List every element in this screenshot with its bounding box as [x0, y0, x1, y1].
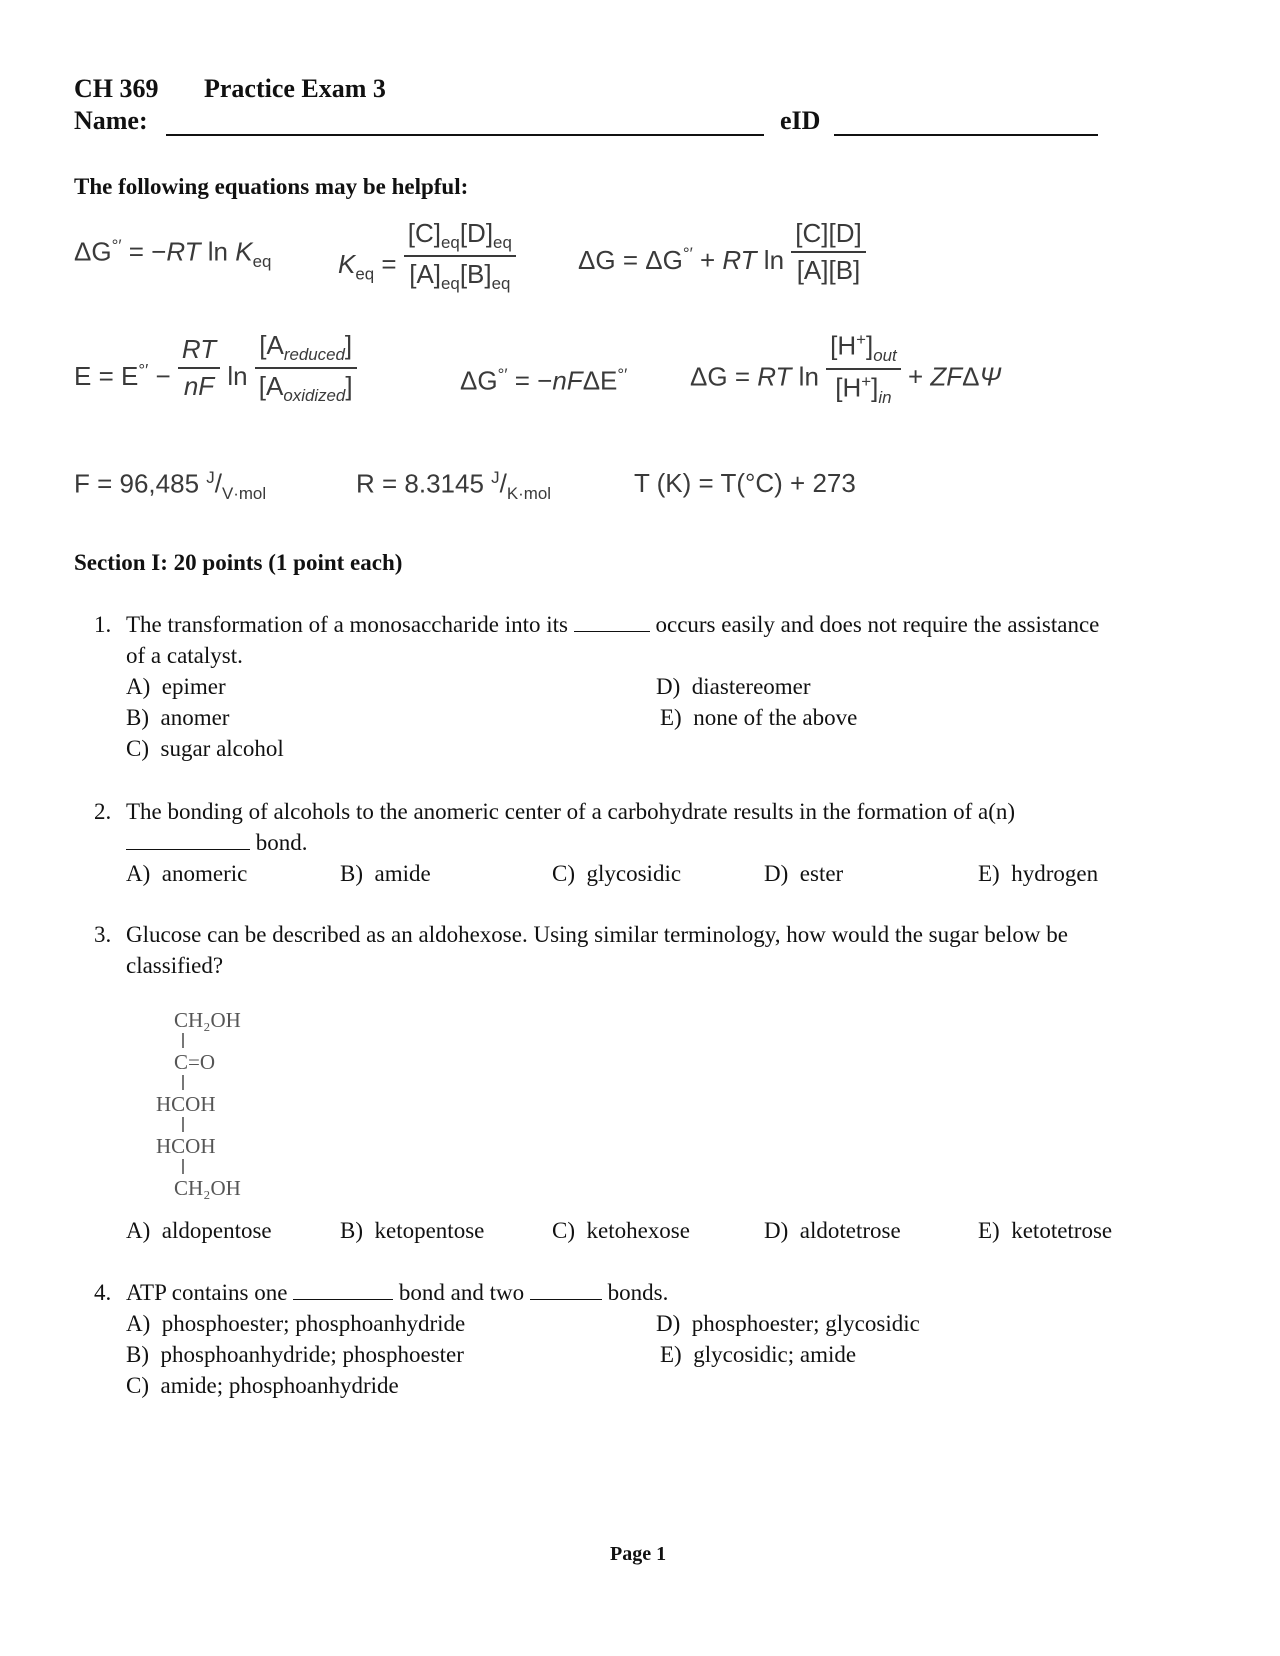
question-3-text: Glucose can be described as an aldohexose. Using similar terminology, how would the sugar below be [126, 922, 1068, 947]
option-d[interactable]: D) ester [764, 861, 844, 886]
question-2-text: The bonding of alcohols to the anomeric center of a carbohydrate results in the formation of a(n) [126, 799, 1016, 824]
page-number: Page 1 [610, 1543, 667, 1565]
option-a[interactable]: A) aldopentose [126, 1218, 272, 1243]
eid-field[interactable] [834, 134, 1098, 136]
question-number: 3. [94, 922, 112, 947]
eid-label: eID [780, 106, 821, 135]
exam-title: Practice Exam 3 [204, 74, 386, 103]
question-1-text-cont: of a catalyst. [126, 643, 243, 668]
question-number: 1. [94, 612, 112, 637]
option-e[interactable]: E) none of the above [660, 705, 858, 730]
option-c[interactable]: C) ketohexose [552, 1218, 690, 1243]
option-b[interactable]: B) anomer [126, 705, 230, 730]
equation-delta-g-actual: ΔG = ΔG°′ + RT ln $\frac{[C][D]}{[A][B]}$ [578, 238, 866, 286]
equation-delta-g-transport: ΔG = RT ln $\frac{[H^+]_{out}}{[H^+]_{in}}$ + ZFΔΨ [690, 330, 1002, 407]
equation-keq: $K_{eq}$ = $\frac{[C]_{eq}[D]_{eq}}{[A]_{eq}[B]_{eq}}$ [338, 238, 516, 294]
question-number: 4. [94, 1280, 112, 1305]
temperature-conversion: T (K) = T(°C) + 273 [634, 468, 856, 498]
option-d[interactable]: D) diastereomer [656, 674, 811, 699]
structure-carbonyl: C=O [174, 1050, 216, 1074]
equation-delta-g-nfe: ΔG°′ = −nFΔE°′ [460, 365, 628, 396]
option-e[interactable]: E) ketotetrose [978, 1218, 1113, 1243]
option-b[interactable]: B) phosphoanhydride; phosphoester [126, 1342, 464, 1367]
question-1-text: The transformation of a monosaccharide into its occurs easily and does not require the assistance [126, 612, 1100, 637]
equations-intro: The following equations may be helpful: [74, 174, 469, 199]
constant-gas: R = 8.3145 $^J/_{K\cdot mol}$ [356, 468, 551, 503]
name-label: Name: [74, 106, 148, 135]
structure-top-group: CH₂OH [174, 1008, 241, 1032]
equation-nernst: E = E°′ − $\frac{RT}{nF}$ ln $\frac{[A_{reduced}]}{[A_{oxidized}]}$ [74, 350, 357, 406]
question-4-text: ATP contains one bond and two bonds. [126, 1280, 669, 1305]
option-c[interactable]: C) amide; phosphoanhydride [126, 1373, 399, 1398]
option-e[interactable]: E) glycosidic; amide [660, 1342, 857, 1367]
equation-delta-g-keq: ΔG°′ = −RT $\ln K_{eq}$ [74, 236, 272, 271]
structure-hcoh-1: HCOH [156, 1092, 216, 1116]
option-a[interactable]: A) anomeric [126, 861, 248, 886]
option-a[interactable]: A) phosphoester; phosphoanhydride [126, 1311, 466, 1336]
constant-faraday: F = 96,485 $^J/_{V\cdot mol}$ [74, 468, 267, 503]
option-a[interactable]: A) epimer [126, 674, 226, 699]
option-d[interactable]: D) phosphoester; glycosidic [656, 1311, 920, 1336]
structure-bottom-group: CH₂OH [174, 1176, 241, 1200]
name-field[interactable] [166, 134, 764, 136]
option-c[interactable]: C) glycosidic [552, 861, 682, 886]
option-e[interactable]: E) hydrogen [978, 861, 1099, 886]
option-d[interactable]: D) aldotetrose [764, 1218, 901, 1243]
question-3-text-cont: classified? [126, 953, 224, 978]
section-title: Section I: 20 points (1 point each) [74, 550, 403, 575]
option-b[interactable]: B) ketopentose [340, 1218, 485, 1243]
question-2-text-cont: bond. [126, 830, 308, 856]
option-c[interactable]: C) sugar alcohol [126, 736, 284, 761]
structure-hcoh-2: HCOH [156, 1134, 216, 1158]
option-b[interactable]: B) amide [340, 861, 431, 886]
course-code: CH 369 [74, 74, 159, 103]
question-number: 2. [94, 799, 112, 824]
